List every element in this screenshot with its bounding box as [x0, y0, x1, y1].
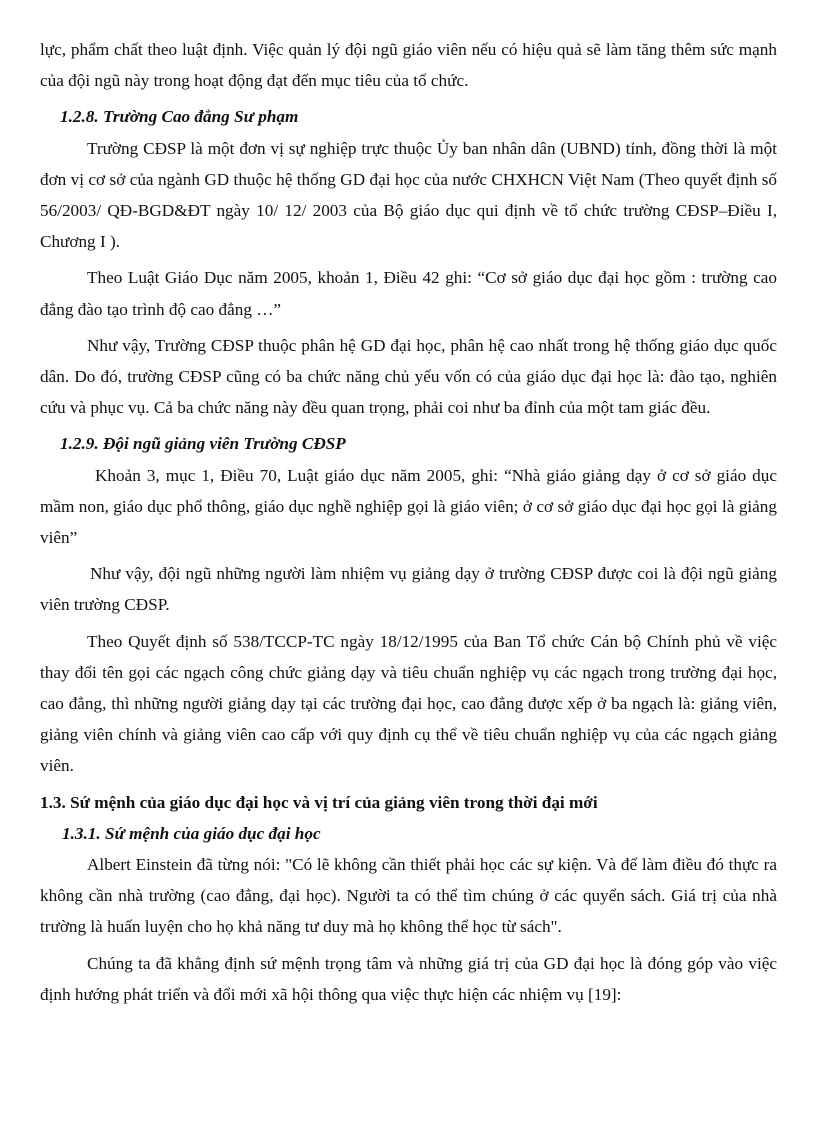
- paragraph-mission: Chúng ta đã khẳng định sứ mệnh trọng tâm và những giá trị của GD đại học là đóng góp vào việc định hướng phát triển và đổi mới xã hội thông qua việc thực hiện các nhiệm vụ [19]:: [40, 953, 777, 1004]
- paragraph-decision-538: Theo Quyết định số 538/TCCP-TC ngày 18/12/1995 của Ban Tổ chức Cán bộ Chính phủ về việc thay đổi tên gọi các ngạch công chức giảng dạy và tiêu chuẩn nghiệp vụ các ngạch trong trường đại học, cao đẳng, thì những người giảng dạy tại các trường đại học, cao đẳng được xếp ở ba ngạch là: giảng viên, giảng viên chính và giảng viên cao cấp với quy định cụ thể về tiêu chuẩn nghiệp vụ của các ngạch giảng viên.: [40, 631, 777, 776]
- heading-1-3: 1.3. Sứ mệnh của giáo dục đại học và vị trí của giảng viên trong thời đại mới: [40, 792, 598, 812]
- paragraph-cdsp-definition: Trường CĐSP là một đơn vị sự nghiệp trực thuộc Ủy ban nhân dân (UBND) tỉnh, đồng thời là một đơn vị cơ sở của ngành GD thuộc hệ thống GD đại học của nước CHXHCN Việt Nam (Theo quyết định số 56/2003/ QĐ-BGD&ĐT ngày 10/ 12/ 2003 của Bộ giáo dục qui định về tổ chức trường CĐSP–Điều I, Chương I ).: [40, 138, 777, 252]
- heading-1-2-9: 1.2.9. Đội ngũ giảng viên Trường CĐSP: [60, 434, 346, 454]
- heading-1-3-1: 1.3.1. Sứ mệnh của giáo dục đại học: [62, 823, 321, 843]
- heading-1-2-8: 1.2.8. Trường Cao đẳng Sư phạm: [60, 107, 299, 127]
- paragraph-cdsp-functions: Như vậy, Trường CĐSP thuộc phân hệ GD đại học, phân hệ cao nhất trong hệ thống giáo dục quốc dân. Do đó, trường CĐSP cũng có ba chức năng chủ yếu vốn có của giáo dục đại học là: đào tạo, nghiên cứu và phục vụ. Cả ba chức năng này đều quan trọng, phải coi như ba đỉnh của một tam giác đều.: [40, 335, 777, 418]
- paragraph-article-70: Khoản 3, mục 1, Điều 70, Luật giáo dục năm 2005, ghi: “Nhà giáo giảng dạy ở cơ sở giáo dục mầm non, giáo dục phổ thông, giáo dục nghề nghiệp gọi là giáo viên; ở cơ sở giáo dục đại học gọi là giảng viên”: [40, 465, 777, 548]
- paragraph-intro: lực, phẩm chất theo luật định. Việc quản lý đội ngũ giáo viên nếu có hiệu quả sẽ làm tăng thêm sức mạnh của đội ngũ này trong hoạt động đạt đến mục tiêu của tổ chức.: [40, 40, 777, 91]
- paragraph-education-law: Theo Luật Giáo Dục năm 2005, khoản 1, Điều 42 ghi: “Cơ sở giáo dục đại học gồm : trường cao đẳng đào tạo trình độ cao đẳng …”: [40, 268, 777, 319]
- paragraph-lecturer-staff: Như vậy, đội ngũ những người làm nhiệm vụ giảng dạy ở trường CĐSP được coi là đội ngũ giảng viên trường CĐSP.: [40, 564, 777, 615]
- paragraph-einstein-quote: Albert Einstein đã từng nói: "Có lẽ không cần thiết phải học các sự kiện. Và để làm điều đó thực ra không cần nhà trường (cao đẳng, đại học). Người ta có thể tìm chúng ở các quyển sách. Giá trị của nhà trường là huấn luyện cho họ khả năng tư duy mà họ không thể học từ sách".: [40, 855, 777, 937]
- document-page: [40, 34, 777, 1010]
